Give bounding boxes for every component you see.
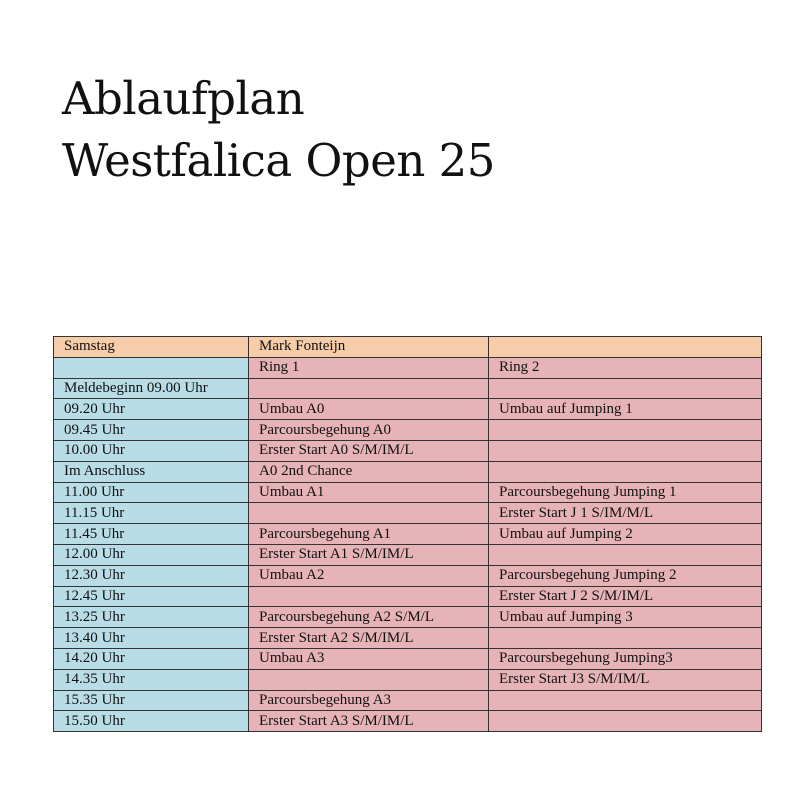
- time-cell: 09.45 Uhr: [54, 420, 249, 441]
- ring-1-header-cell: Ring 1: [249, 357, 489, 378]
- ring-2-cell: [489, 420, 762, 441]
- title-line-2: Westfalica Open 25: [62, 134, 495, 187]
- ring-2-cell: Erster Start J3 S/M/IM/L: [489, 669, 762, 690]
- table-row: [54, 503, 762, 524]
- ring-2-cell: [489, 440, 762, 461]
- ring-2-cell: [489, 378, 762, 399]
- time-cell: 14.20 Uhr: [54, 648, 249, 669]
- table-header-row: [54, 337, 762, 358]
- ring-1-cell: [249, 503, 489, 524]
- ring-2-cell: Umbau auf Jumping 3: [489, 607, 762, 628]
- ring-1-cell: Umbau A3: [249, 648, 489, 669]
- ring-2-cell: [489, 544, 762, 565]
- ring-1-cell: Parcoursbegehung A1: [249, 524, 489, 545]
- ring-2-cell: Parcoursbegehung Jumping 2: [489, 565, 762, 586]
- ring-header-row: [54, 357, 762, 378]
- table-row: [54, 586, 762, 607]
- time-cell: 12.30 Uhr: [54, 565, 249, 586]
- ring-2-cell: Parcoursbegehung Jumping 1: [489, 482, 762, 503]
- table-row: [54, 544, 762, 565]
- ring-2-cell: [489, 461, 762, 482]
- ring-1-cell: Umbau A2: [249, 565, 489, 586]
- table-row: [54, 648, 762, 669]
- ring-2-cell: Erster Start J 1 S/IM/M/L: [489, 503, 762, 524]
- time-cell: 15.35 Uhr: [54, 690, 249, 711]
- time-cell: 11.15 Uhr: [54, 503, 249, 524]
- time-cell: Meldebeginn 09.00 Uhr: [54, 378, 249, 399]
- time-cell: 14.35 Uhr: [54, 669, 249, 690]
- time-cell: 10.00 Uhr: [54, 440, 249, 461]
- time-cell: 13.25 Uhr: [54, 607, 249, 628]
- ring-1-cell: Umbau A0: [249, 399, 489, 420]
- ring-1-cell: Erster Start A1 S/M/IM/L: [249, 544, 489, 565]
- table-row: [54, 420, 762, 441]
- table-row: [54, 461, 762, 482]
- ring-2-cell: Umbau auf Jumping 2: [489, 524, 762, 545]
- table-row: [54, 524, 762, 545]
- ring-1-cell: [249, 378, 489, 399]
- time-cell: 13.40 Uhr: [54, 628, 249, 649]
- table-row: [54, 669, 762, 690]
- schedule-table: [53, 336, 762, 732]
- time-cell: 12.45 Uhr: [54, 586, 249, 607]
- table-row: [54, 378, 762, 399]
- table-row: [54, 607, 762, 628]
- table-row: [54, 440, 762, 461]
- ring-1-cell: Parcoursbegehung A2 S/M/L: [249, 607, 489, 628]
- ring-1-cell: Parcoursbegehung A0: [249, 420, 489, 441]
- time-cell: 15.50 Uhr: [54, 711, 249, 732]
- header-extra-cell: [489, 337, 762, 358]
- table-row: [54, 628, 762, 649]
- table-row: [54, 690, 762, 711]
- table-row: [54, 399, 762, 420]
- table-row: [54, 711, 762, 732]
- ring-2-cell: [489, 690, 762, 711]
- ring-2-cell: [489, 628, 762, 649]
- ring-1-cell: Erster Start A3 S/M/IM/L: [249, 711, 489, 732]
- time-cell: 12.00 Uhr: [54, 544, 249, 565]
- ring-1-cell: [249, 586, 489, 607]
- ring-1-cell: [249, 669, 489, 690]
- header-day-cell: Samstag: [54, 337, 249, 358]
- ring-2-cell: Umbau auf Jumping 1: [489, 399, 762, 420]
- page-title: [62, 68, 495, 192]
- ring-2-cell: Parcoursbegehung Jumping3: [489, 648, 762, 669]
- table-row: [54, 482, 762, 503]
- time-cell: 09.20 Uhr: [54, 399, 249, 420]
- ring-1-cell: A0 2nd Chance: [249, 461, 489, 482]
- ring-header-time-cell: [54, 357, 249, 378]
- ring-1-cell: Erster Start A2 S/M/IM/L: [249, 628, 489, 649]
- ring-2-header-cell: Ring 2: [489, 357, 762, 378]
- ring-1-cell: Erster Start A0 S/M/IM/L: [249, 440, 489, 461]
- ring-2-cell: [489, 711, 762, 732]
- ring-2-cell: Erster Start J 2 S/M/IM/L: [489, 586, 762, 607]
- time-cell: 11.45 Uhr: [54, 524, 249, 545]
- time-cell: 11.00 Uhr: [54, 482, 249, 503]
- table-row: [54, 565, 762, 586]
- ring-1-cell: Umbau A1: [249, 482, 489, 503]
- time-cell: Im Anschluss: [54, 461, 249, 482]
- ring-1-cell: Parcoursbegehung A3: [249, 690, 489, 711]
- header-judge-cell: Mark Fonteijn: [249, 337, 489, 358]
- title-line-1: Ablaufplan: [62, 72, 305, 125]
